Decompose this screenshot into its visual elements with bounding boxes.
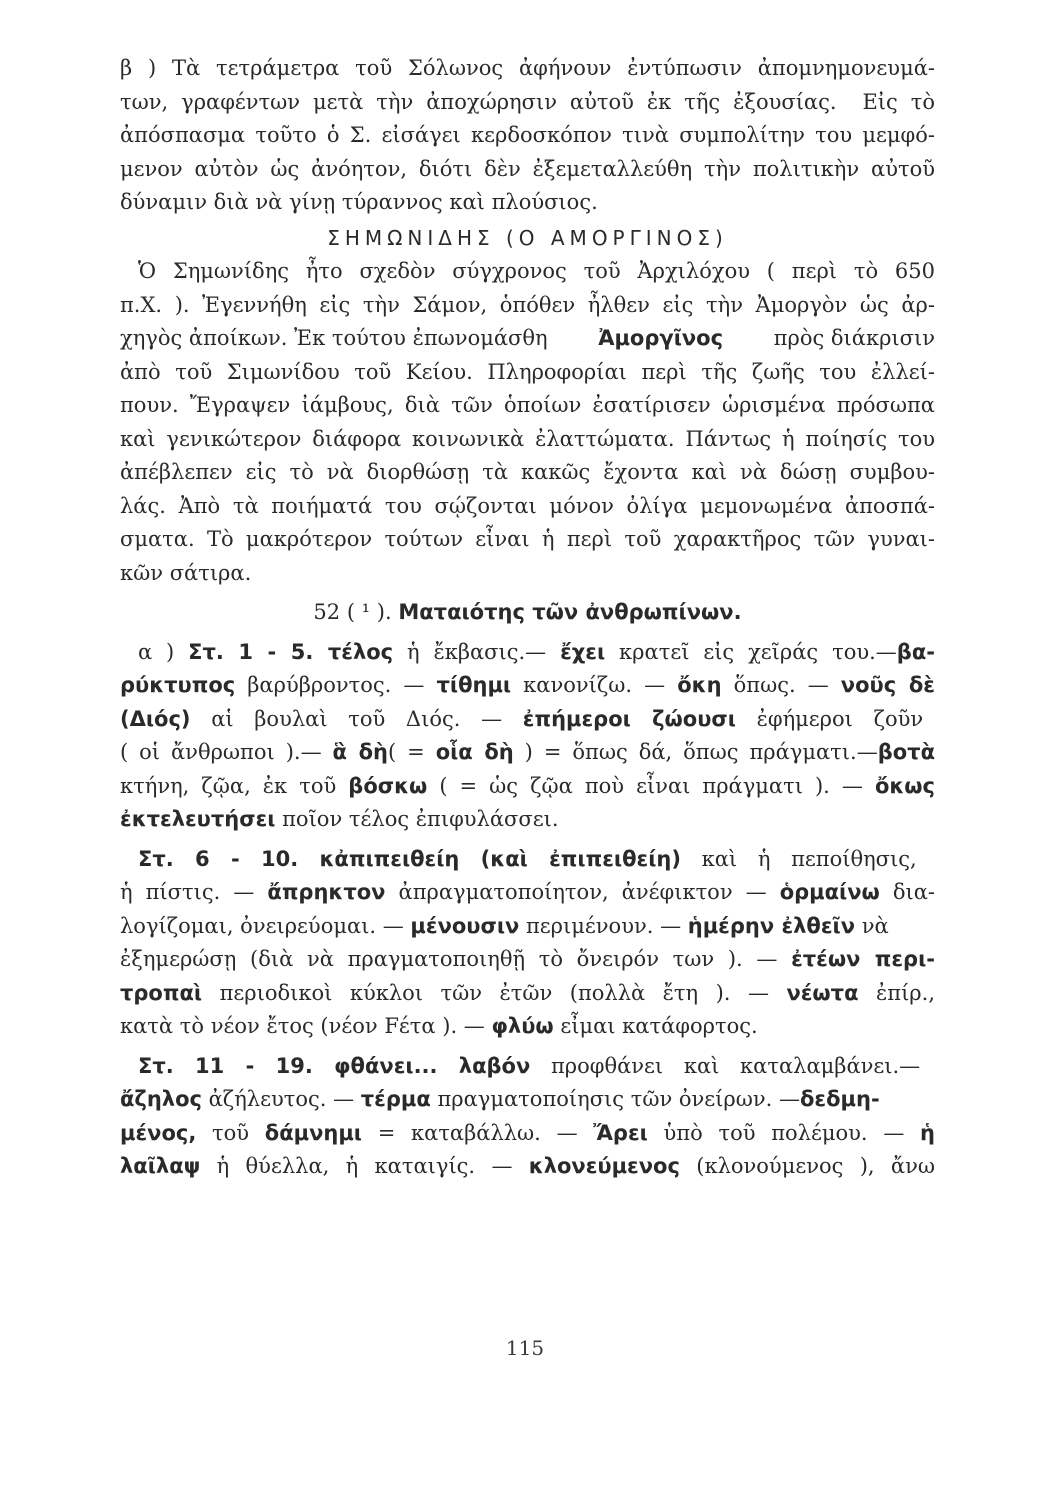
note-line <box>120 1050 935 1084</box>
text-line <box>120 255 935 289</box>
text-line <box>120 86 935 120</box>
text-line <box>120 423 935 457</box>
note-line-content <box>120 943 935 977</box>
text-line <box>120 523 935 557</box>
gloss-text: κανονίζω. — <box>511 673 678 697</box>
poem-number: 52 ( ¹ ). <box>313 600 392 624</box>
gloss-text: περιμένουν. — <box>519 913 688 938</box>
line-text: πουν. Ἔγραψεν ἰάμβους, διὰ τῶν ὁποίων ἐσατίρισεν ὡρισμένα πρόσωπα <box>120 393 935 417</box>
lemma-term: τροπαὶ <box>120 980 203 1005</box>
lemma-term: τέρμα <box>360 1087 431 1111</box>
lemma-term: κλονεύμενος <box>528 1154 680 1178</box>
note-line-content <box>120 876 935 910</box>
gloss-text: ἀπραγματοποίητον, ἀνέφικτον — <box>385 880 780 904</box>
lemma-term: νοῦς δὲ <box>840 673 935 697</box>
gloss-text: ( = <box>387 740 436 764</box>
gloss-text: ὑπὸ τοῦ πολέμου. — <box>647 1120 921 1145</box>
note-line-content <box>120 703 923 737</box>
section-heading: ΣΗΜΩΝΙΔΗΣ (Ο ΑΜΟΡΓΙΝΟΣ) <box>327 225 728 250</box>
lemma-term: μένος, <box>120 1120 197 1145</box>
note-line-content <box>120 736 935 770</box>
lemma-term: ἡμέρην ἐλθεῖν <box>687 913 856 938</box>
note-line <box>120 636 935 670</box>
paragraph-beta <box>120 52 935 220</box>
lemma-term: ἃ δὴ <box>332 740 388 764</box>
page-number: 115 <box>505 1336 545 1360</box>
lemma-term: νέωτα <box>786 980 859 1005</box>
line-text: καὶ γενικώτερον διάφορα κοινωνικὰ ἐλαττώματα. Πάντως ἡ ποίησίς του <box>120 426 935 451</box>
commentary-notes <box>120 636 935 1184</box>
line-text: π.Χ. ). Ἐγεννήθη εἰς τὴν Σάμον, ὁπόθεν ἦλθεν εἰς τὴν Ἀμοργὸν ὡς ἀρ- <box>120 292 935 317</box>
text-line <box>120 389 935 423</box>
line-text: Ὁ Σημωνίδης ἦτο σχεδὸν σύγχρονος τοῦ Ἀρχιλόχου ( περὶ τὸ 650 <box>138 259 935 283</box>
lemma-term: ρύκτυπος <box>120 673 236 697</box>
line-text: των, γραφέντων μετὰ τὴν ἀποχώρησιν αὐτοῦ ἐκ τῆς ἐξουσίας. Εἰς τὸ <box>120 89 935 114</box>
note-line-content <box>120 1150 935 1184</box>
text-line <box>120 289 935 323</box>
lemma-term: ἐτέων περι- <box>791 947 935 971</box>
text-line <box>120 456 935 490</box>
gloss-text: δια- <box>879 880 935 904</box>
lemma-term: βόσκω <box>348 773 428 798</box>
lemma-term: ἄπρηκτον <box>267 880 386 904</box>
note-line <box>120 1150 935 1184</box>
lemma-term: ἔχει <box>560 639 606 664</box>
gloss-text: ἡ ἔκβασις.— <box>393 639 561 664</box>
text-line <box>120 153 935 187</box>
gloss-text: ( = ὡς ζῷα ποὺ εἶναι πράγματι ). — <box>427 773 875 798</box>
gloss-text: αἱ βουλαὶ τοῦ Διός. — <box>190 706 523 731</box>
text-line <box>120 322 935 356</box>
gloss-text: = καταβάλλω. — <box>361 1120 594 1145</box>
line-text: πρὸς διάκρισιν <box>773 326 935 350</box>
lemma-term: οἷα δὴ <box>435 740 514 764</box>
note-line <box>120 876 935 910</box>
note-line <box>120 1117 935 1151</box>
gloss-text: ἡ θύελλα, ἡ καταιγίς. — <box>200 1154 529 1178</box>
gloss-text: α ) <box>138 639 189 664</box>
line-text: δύναμιν διὰ νὰ γίνῃ τύραννος καὶ πλούσιος. <box>120 190 598 214</box>
line-text: ἀπὸ τοῦ Σιμωνίδου τοῦ Κείου. Πληροφορίαι περὶ τῆς ζωῆς του ἐλλεί- <box>120 359 935 384</box>
lemma-term: βοτὰ <box>877 740 935 764</box>
note-line <box>120 910 935 944</box>
lemma-term: ἐπήμεροι ζώουσι <box>522 706 736 731</box>
text-line <box>120 490 935 524</box>
note-line <box>120 736 935 770</box>
note-line <box>120 803 935 837</box>
lemma-term: Στ. 6 - 10. κἀπιπειθείη (καὶ ἐπιπειθείη) <box>138 846 681 871</box>
note-line-content <box>120 1083 880 1117</box>
gloss-text: κατὰ τὸ νέον ἔτος (νέον Fέτα ). — <box>120 1014 492 1038</box>
note-line-content <box>120 803 559 837</box>
gloss-text: κρατεῖ εἰς χεῖράς του.— <box>605 639 897 664</box>
note-line <box>120 669 935 703</box>
lemma-term: μένουσιν <box>410 913 520 938</box>
gloss-text: κτήνη, ζῷα, ἐκ τοῦ <box>120 773 349 798</box>
lemma-term: ἄζηλος <box>120 1087 202 1111</box>
note-line-content <box>120 1010 758 1044</box>
text-line <box>120 356 935 390</box>
note-line-content <box>120 1117 935 1151</box>
lemma-term: τίθημι <box>436 673 512 697</box>
note-line-content <box>138 1050 920 1084</box>
text-line <box>120 119 935 153</box>
text-line <box>120 186 935 220</box>
lemma-term: φλύω <box>491 1014 554 1038</box>
note-line <box>120 943 935 977</box>
line-text: χηγὸς ἀποίκων. Ἐκ τούτου ἐπωνομάσθη <box>120 326 548 350</box>
line-text: β ) Τὰ τετράμετρα τοῦ Σόλωνος ἀφήνουν ἐντύπωσιν ἀπομνημονευμά- <box>120 56 935 80</box>
note-line-content <box>120 910 889 944</box>
gloss-text: περιοδικοὶ κύκλοι τῶν ἐτῶν (πολλὰ ἔτη ). — <box>202 980 787 1005</box>
gloss-text: ἀζήλευτος. — <box>201 1087 361 1111</box>
lemma-term: ὁρμαίνω <box>779 880 880 904</box>
gloss-text: λογίζομαι, ὀνειρεύομαι. — <box>120 913 411 938</box>
lemma-term: ὄκως <box>874 773 935 798</box>
lemma-term: λαῖλαψ <box>120 1154 201 1178</box>
note-line-content <box>120 669 935 703</box>
lemma-term: Στ. 1 - 5. τέλος <box>188 639 394 664</box>
gloss-text: νὰ <box>855 913 889 938</box>
gloss-text: τοῦ <box>196 1120 265 1145</box>
line-text: ἀπέβλεπεν εἰς τὸ νὰ διορθώσῃ τὰ κακῶς ἔχοντα καὶ νὰ δώσῃ συμβου- <box>120 460 935 484</box>
poem-title-text: Ματαιότης τῶν ἀνθρωπίνων. <box>398 600 742 624</box>
note-line <box>120 1083 935 1117</box>
poem-title <box>120 596 935 630</box>
line-text: λάς. Ἀπὸ τὰ ποιήματά του σῴζονται μόνον ὀλίγα μεμονωμένα ἀποσπά- <box>120 493 935 518</box>
lemma-term: (Διός) <box>120 706 191 731</box>
gloss-text: ἐφήμεροι ζοῦν <box>735 706 924 731</box>
gloss-text: ἡ πίστις. — <box>120 880 268 904</box>
lemma-term: ἐκτελευτήσει <box>120 807 276 831</box>
bold-term: Ἀμοργῖνος <box>598 326 724 350</box>
note-line <box>120 843 935 877</box>
lemma-term: Ἄρει <box>593 1120 648 1145</box>
gloss-text: ποῖον τέλος ἐπιφυλάσσει. <box>275 807 559 831</box>
lemma-term: δεδμη- <box>800 1087 880 1111</box>
gloss-text: ( οἱ ἄνθρωποι ).— <box>120 740 333 764</box>
note-line-content <box>138 843 917 877</box>
line-text: σματα. Τὸ μακρότερον τούτων εἶναι ἡ περὶ τοῦ χαρακτῆρος τῶν γυναι- <box>120 527 935 551</box>
line-text: μενον αὐτὸν ὡς ἀνόητον, διότι δὲν ἐξεμεταλλεύθη τὴν πολιτικὴν αὐτοῦ <box>120 156 935 181</box>
bio-paragraph <box>120 255 935 590</box>
gloss-text: ) = ὅπως δά, ὅπως πράγματι.— <box>513 740 878 764</box>
lemma-term: δάμνημι <box>264 1120 362 1145</box>
gloss-text: ἐπίρ., <box>858 980 935 1005</box>
note-line <box>120 703 935 737</box>
lemma-term: Στ. 11 - 19. φθάνει... λαβόν <box>138 1053 531 1078</box>
lemma-term: ἡ <box>920 1120 935 1145</box>
lemma-term: βα- <box>896 639 935 664</box>
gloss-text: εἶμαι κατάφορτος. <box>553 1014 758 1038</box>
gloss-text: ἐξημερώσῃ (διὰ νὰ πραγματοποιηθῇ τὸ ὄνειρόν των ). — <box>120 947 792 971</box>
note-line <box>120 977 935 1011</box>
gloss-text: (κλονούμενος ), ἄνω <box>679 1154 935 1178</box>
gloss-text: πραγματοποίησις τῶν ὀνείρων. — <box>430 1087 800 1111</box>
note-line-content <box>120 977 935 1011</box>
note-line <box>120 770 935 804</box>
text-line <box>120 52 935 86</box>
gloss-text: καὶ ἡ πεποίθησις, <box>680 846 917 871</box>
gloss-text: προφθάνει καὶ καταλαμβάνει.— <box>530 1053 921 1078</box>
line-text: κῶν σάτιρα. <box>120 560 252 585</box>
gloss-text: βαρύβροντος. — <box>235 673 437 697</box>
text-line <box>120 557 935 591</box>
gloss-text: ὅπως. — <box>721 673 841 697</box>
note-line-content <box>120 770 935 804</box>
note-line <box>120 1010 935 1044</box>
page-body <box>120 52 935 1184</box>
note-line-content <box>138 636 935 670</box>
line-text: ἀπόσπασμα τοῦτο ὁ Σ. εἰσάγει κερδοσκόπον τινὰ συμπολίτην του μεμφό- <box>120 123 935 147</box>
lemma-term: ὄκη <box>677 673 722 697</box>
